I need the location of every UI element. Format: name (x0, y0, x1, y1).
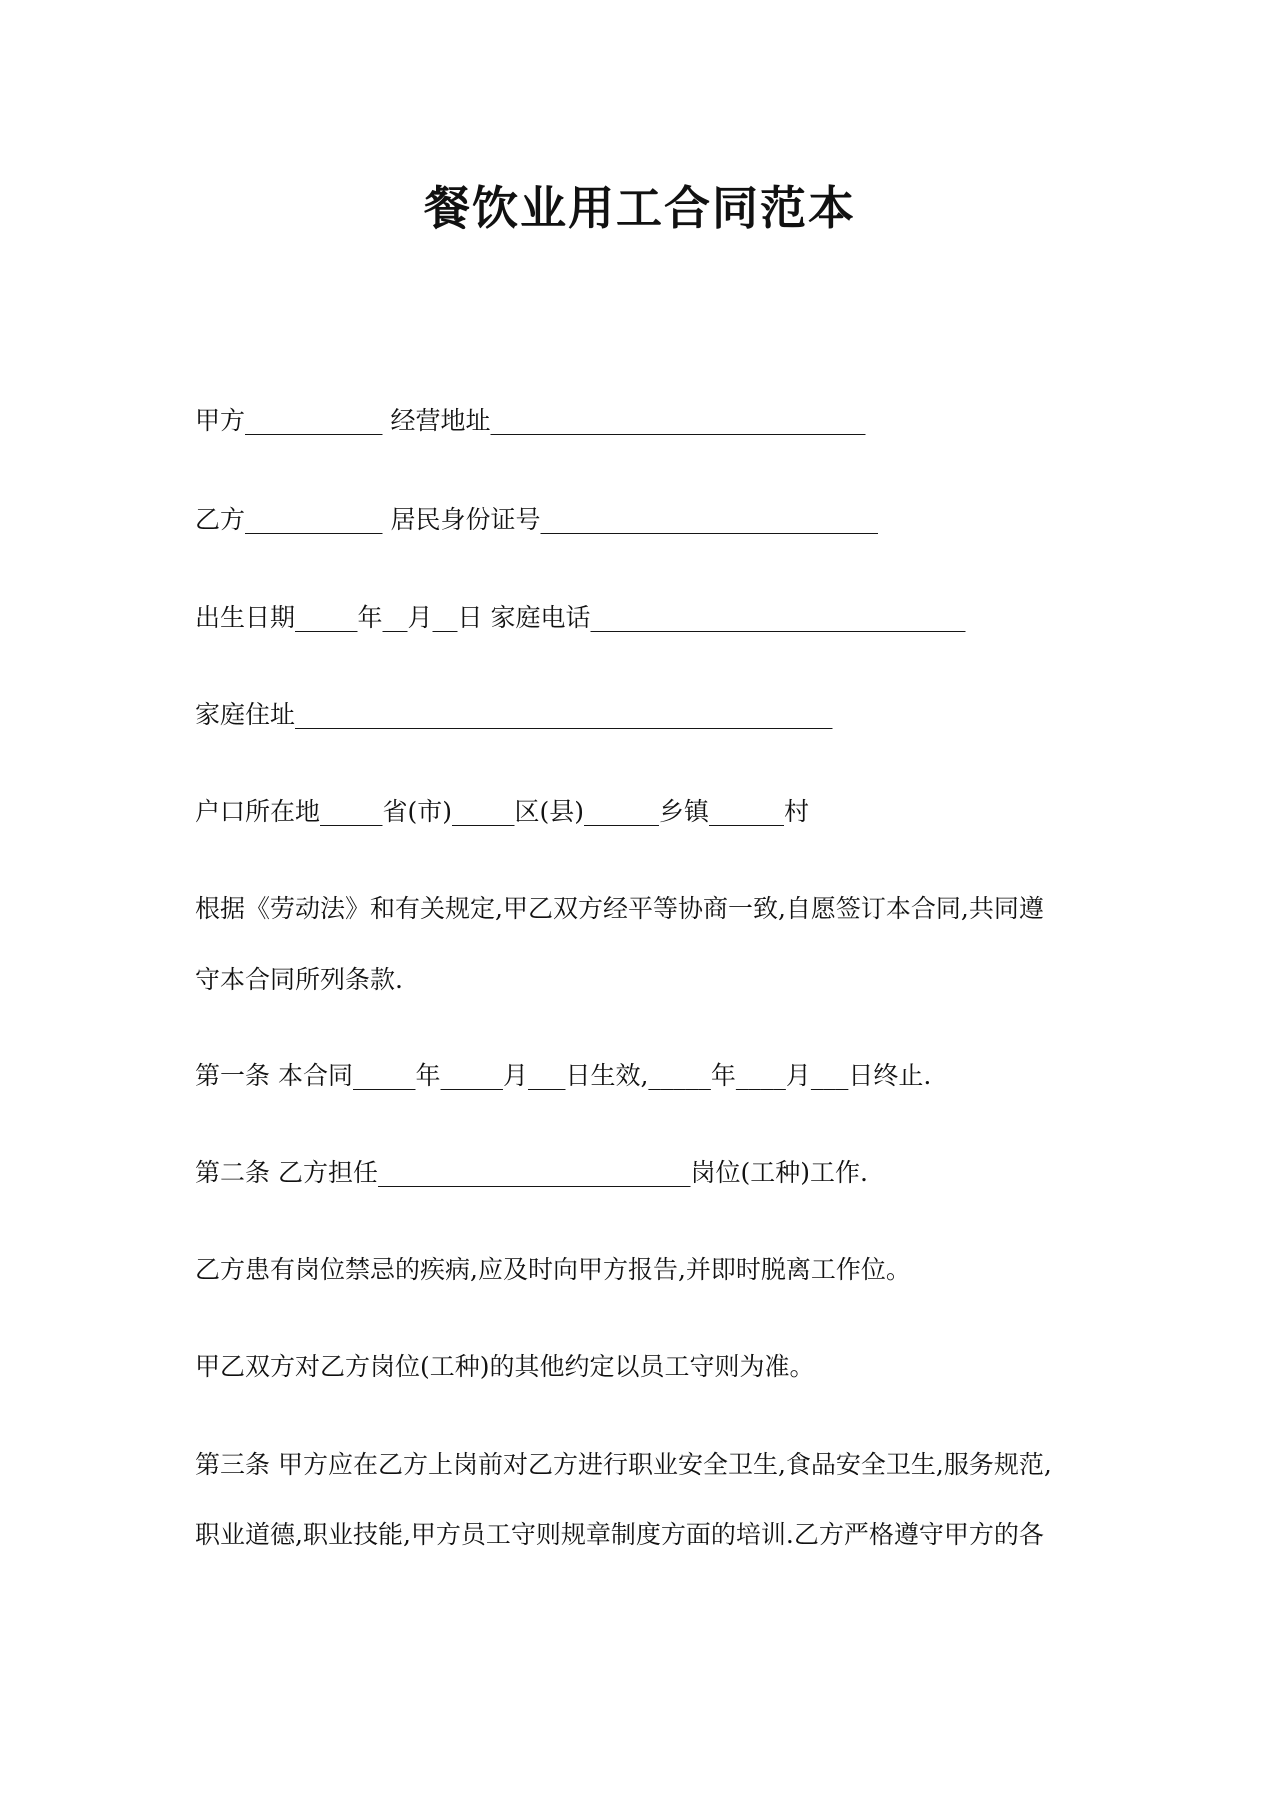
article-3-line-1: 第三条 甲方应在乙方上岗前对乙方进行职业安全卫生,食品安全卫生,服务规范, (195, 1450, 1052, 1479)
article-2-line: 第二条 乙方担任_________________________岗位(工种)工作. (195, 1158, 868, 1187)
birth-phone-line: 出生日期_____年__月__日 家庭电话______________________________ (195, 603, 966, 632)
other-agreement-line: 甲乙双方对乙方岗位(工种)的其他约定以员工守则为准。 (195, 1352, 815, 1381)
preamble-line-1: 根据《劳动法》和有关规定,甲乙双方经平等协商一致,自愿签订本合同,共同遵 (195, 894, 1044, 923)
party-b-line: 乙方___________ 居民身份证号___________________________ (195, 505, 878, 534)
party-a-line: 甲方___________ 经营地址______________________________ (195, 406, 866, 435)
document-title: 餐饮业用工合同范本 (424, 181, 856, 235)
disease-report-line: 乙方患有岗位禁忌的疾病,应及时向甲方报告,并即时脱离工作位。 (195, 1255, 911, 1284)
household-registration-line: 户口所在地_____省(市)_____区(县)______乡镇______村 (195, 797, 810, 826)
preamble-line-2: 守本合同所列条款. (195, 965, 403, 994)
article-1-line: 第一条 本合同_____年_____月___日生效,_____年____月___日终止. (195, 1061, 932, 1090)
home-address-line: 家庭住址___________________________________________ (195, 700, 833, 729)
article-3-line-2: 职业道德,职业技能,甲方员工守则规章制度方面的培训.乙方严格遵守甲方的各 (195, 1520, 1044, 1549)
